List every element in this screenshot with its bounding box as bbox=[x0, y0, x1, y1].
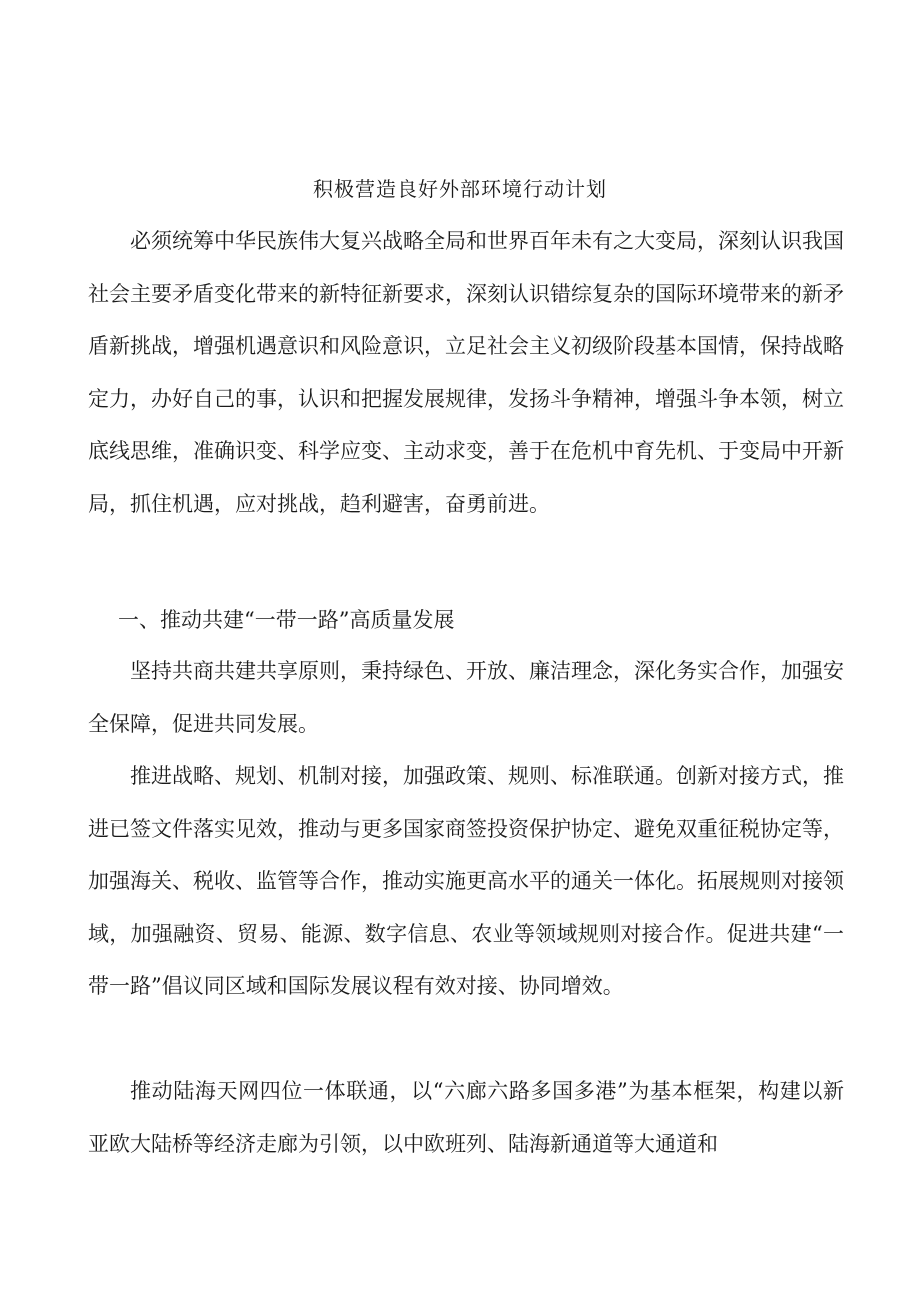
section-paragraph-2: 推进战略、规划、机制对接，加强政策、规则、标准联通。创新对接方式，推进已签文件落实见效，推动与更多国家商签投资保护协定、避免双重征税协定等，加强海关、税收、监管等合作，推动实施更高水平的通关一体化。拓展规则对接领域，加强融资、贸易、能源、数字信息、农业等领域规则对接合作。促进共建“一带一路”倡议同区域和国际发展议程有效对接、协同增效。 bbox=[88, 764, 844, 998]
section-paragraph-3: 推动陆海天网四位一体联通，以“六廊六路多国多港”为基本框架，构建以新亚欧大陆桥等经济走廊为引领，以中欧班列、陆海新通道等大通道和 bbox=[88, 1079, 844, 1156]
section-paragraph-1: 坚持共商共建共享原则，秉持绿色、开放、廉洁理念，深化务实合作，加强安全保障，促进共同发展。 bbox=[88, 659, 844, 736]
intro-paragraph: 必须统筹中华民族伟大复兴战略全局和世界百年未有之大变局，深刻认识我国社会主要矛盾变化带来的新特征新要求，深刻认识错综复杂的国际环境带来的新矛盾新挑战，增强机遇意识和风险意识，立足社会主义初级阶段基本国情，保持战略定力，办好自己的事，认识和把握发展规律，发扬斗争精神，增强斗争本领，树立底线思维，准确识变、科学应变、主动求变，善于在危机中育先机、于变局中开新局，抓住机遇，应对挑战，趋利避害，奋勇前进。 bbox=[88, 229, 844, 516]
document-title: 积极营造良好外部环境行动计划 bbox=[313, 177, 607, 201]
section-heading: 一、推动共建“一带一路”高质量发展 bbox=[118, 608, 455, 632]
